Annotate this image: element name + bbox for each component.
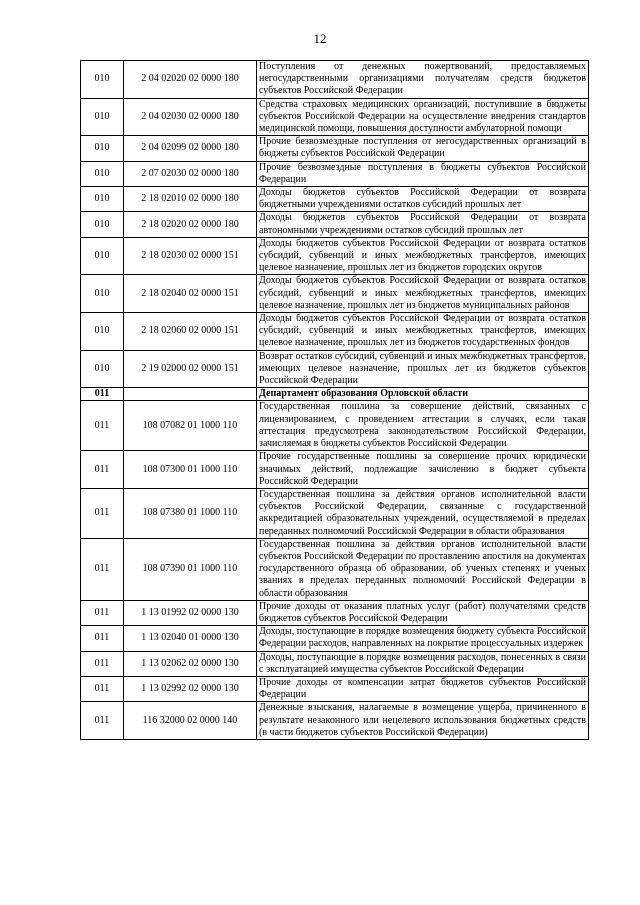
table-row — [81, 161, 589, 186]
revenue-name-cell: Доходы, поступающие в порядке возмещения бюджету субъекта Российской Федерации расходов, направленных на покрытие процессуальных издержек — [257, 626, 589, 651]
revenue-name-cell: Доходы бюджетов субъектов Российской Федерации от возврата автономными учреждениями остатков субсидий прошлых лет — [257, 212, 589, 237]
revenue-name-cell: Доходы бюджетов субъектов Российской Федерации от возврата бюджетными учреждениями остатков субсидий прошлых лет — [257, 187, 589, 212]
table-body — [81, 61, 589, 740]
revenue-name-cell: Прочие государственные пошлины за совершение прочих юридически значимых действий, подлежащие зачислению в бюджет субъекта Российской Федерации — [257, 451, 589, 489]
revenue-name-cell: Средства страховых медицинских организаций, поступившие в бюджеты субъектов Российской Федерации на осуществление внедрения стандартов медицинской помощи, повышения доступности амбулаторной помощи — [257, 98, 589, 136]
admin-code-cell: 010 — [81, 161, 124, 186]
budget-code-cell: 116 32000 02 0000 140 — [124, 702, 257, 740]
admin-code-cell: 010 — [81, 237, 124, 275]
table-row — [81, 275, 589, 313]
admin-code-cell: 010 — [81, 313, 124, 351]
table-row — [81, 651, 589, 676]
table-row — [81, 136, 589, 161]
budget-code-cell: 2 18 02030 02 0000 151 — [124, 237, 257, 275]
admin-code-cell: 011 — [81, 401, 124, 451]
budget-code-cell: 108 07300 01 1000 110 — [124, 451, 257, 489]
admin-code-cell: 010 — [81, 187, 124, 212]
revenue-name-cell: Доходы бюджетов субъектов Российской Федерации от возврата остатков субсидий, субвенций и иных межбюджетных трансфертов, имеющих целевое назначение, прошлых лет из бюджетов городских округов — [257, 237, 589, 275]
table-row — [81, 212, 589, 237]
revenue-name-cell: Государственная пошлина за совершение действий, связанных с лицензированием, с проведением аттестации в случаях, если такая аттестация предусмотрена законодательством Российской Федерации, зачисляемая в бюджеты субъектов Российской Федерации — [257, 401, 589, 451]
revenue-name-cell: Прочие доходы от оказания платных услуг (работ) получателями средств бюджетов субъектов Российской Федерации — [257, 600, 589, 625]
admin-code-cell: 011 — [81, 600, 124, 625]
table-row — [81, 187, 589, 212]
admin-code-cell: 011 — [81, 451, 124, 489]
table-row — [81, 676, 589, 701]
table-row — [81, 488, 589, 538]
admin-code-cell: 011 — [81, 538, 124, 600]
admin-code-cell: 011 — [81, 626, 124, 651]
budget-code-cell: 108 07390 01 1000 110 — [124, 538, 257, 600]
revenue-name-cell: Государственная пошлина за действия органов исполнительной власти субъектов Российской Федерации по проставлению апостиля на документах государственного образца об образовании, об ученых степенях и ученых званиях в пределах переданных полномочий Российской Федерации в области образования — [257, 538, 589, 600]
revenue-name-cell: Возврат остатков субсидий, субвенций и иных межбюджетных трансфертов, имеющих целевое назначение, прошлых лет из бюджетов субъектов Российской Федерации — [257, 350, 589, 388]
revenue-name-cell: Прочие доходы от компенсации затрат бюджетов субъектов Российской Федерации — [257, 676, 589, 701]
revenue-name-cell: Доходы бюджетов субъектов Российской Федерации от возврата остатков субсидий, субвенций и иных межбюджетных трансфертов, имеющих целевое назначение, прошлых лет из бюджетов муниципальных районов — [257, 275, 589, 313]
admin-code-cell: 010 — [81, 350, 124, 388]
budget-code-cell — [124, 388, 257, 401]
revenue-name-cell: Доходы бюджетов субъектов Российской Федерации от возврата остатков субсидий, субвенций и иных межбюджетных трансфертов, имеющих целевое назначение, прошлых лет из бюджетов государственных фондов — [257, 313, 589, 351]
budget-code-cell: 2 04 02099 02 0000 180 — [124, 136, 257, 161]
admin-code-cell: 010 — [81, 136, 124, 161]
admin-code-cell: 010 — [81, 98, 124, 136]
budget-code-cell: 2 07 02030 02 0000 180 — [124, 161, 257, 186]
admin-code-cell: 011 — [81, 488, 124, 538]
admin-code-cell: 011 — [81, 651, 124, 676]
budget-code-cell: 1 13 02992 02 0000 130 — [124, 676, 257, 701]
admin-code-cell: 011 — [81, 676, 124, 701]
table-row — [81, 600, 589, 625]
admin-code-cell: 011 — [81, 702, 124, 740]
revenue-name-cell: Доходы, поступающие в порядке возмещения расходов, понесенных в связи с эксплуатацией имущества субъектов Российской Федерации — [257, 651, 589, 676]
table-row — [81, 626, 589, 651]
budget-code-cell: 2 19 02000 02 0000 151 — [124, 350, 257, 388]
revenue-name-cell: Департамент образования Орловской области — [257, 388, 589, 401]
budget-code-cell: 1 13 02062 02 0000 130 — [124, 651, 257, 676]
revenue-codes-table — [80, 60, 589, 740]
revenue-name-cell: Прочие безвозмездные поступления в бюджеты субъектов Российской Федерации — [257, 161, 589, 186]
page-number: 12 — [313, 31, 327, 46]
admin-code-cell: 010 — [81, 61, 124, 99]
budget-code-cell: 2 04 02020 02 0000 180 — [124, 61, 257, 99]
budget-code-cell: 2 18 02060 02 0000 151 — [124, 313, 257, 351]
budget-code-cell: 2 18 02010 02 0000 180 — [124, 187, 257, 212]
budget-code-cell: 108 07082 01 1000 110 — [124, 401, 257, 451]
table-row — [81, 98, 589, 136]
budget-code-cell: 2 18 02020 02 0000 180 — [124, 212, 257, 237]
budget-code-cell: 1 13 02040 01 0000 130 — [124, 626, 257, 651]
revenue-name-cell: Государственная пошлина за действия органов исполнительной власти субъектов Российской Федерации, связанные с государственной аккредитацией образовательных учреждений, осуществляемой в пределах переданных полномочий Российской Федерации в области образования — [257, 488, 589, 538]
budget-code-cell: 108 07380 01 1000 110 — [124, 488, 257, 538]
table-row — [81, 61, 589, 99]
admin-code-cell: 011 — [81, 388, 124, 401]
revenue-name-cell: Прочие безвозмездные поступления от негосударственных организаций в бюджеты субъектов Российской Федерации — [257, 136, 589, 161]
admin-code-cell: 010 — [81, 212, 124, 237]
table-row — [81, 237, 589, 275]
budget-code-cell: 1 13 01992 02 0000 130 — [124, 600, 257, 625]
admin-code-cell: 010 — [81, 275, 124, 313]
table-row — [81, 388, 589, 401]
table-row — [81, 538, 589, 600]
table-row — [81, 313, 589, 351]
budget-code-cell: 2 04 02030 02 0000 180 — [124, 98, 257, 136]
table-row — [81, 401, 589, 451]
table-row — [81, 702, 589, 740]
budget-code-cell: 2 18 02040 02 0000 151 — [124, 275, 257, 313]
table-row — [81, 350, 589, 388]
revenue-name-cell: Поступления от денежных пожертвований, предоставляемых негосударственными организациями получателям средств бюджетов субъектов Российской Федерации — [257, 61, 589, 99]
revenue-name-cell: Денежные взыскания, налагаемые в возмещение ущерба, причиненного в результате незаконного или нецелевого использования бюджетных средств (в части бюджетов субъектов Российской Федерации) — [257, 702, 589, 740]
table-row — [81, 451, 589, 489]
